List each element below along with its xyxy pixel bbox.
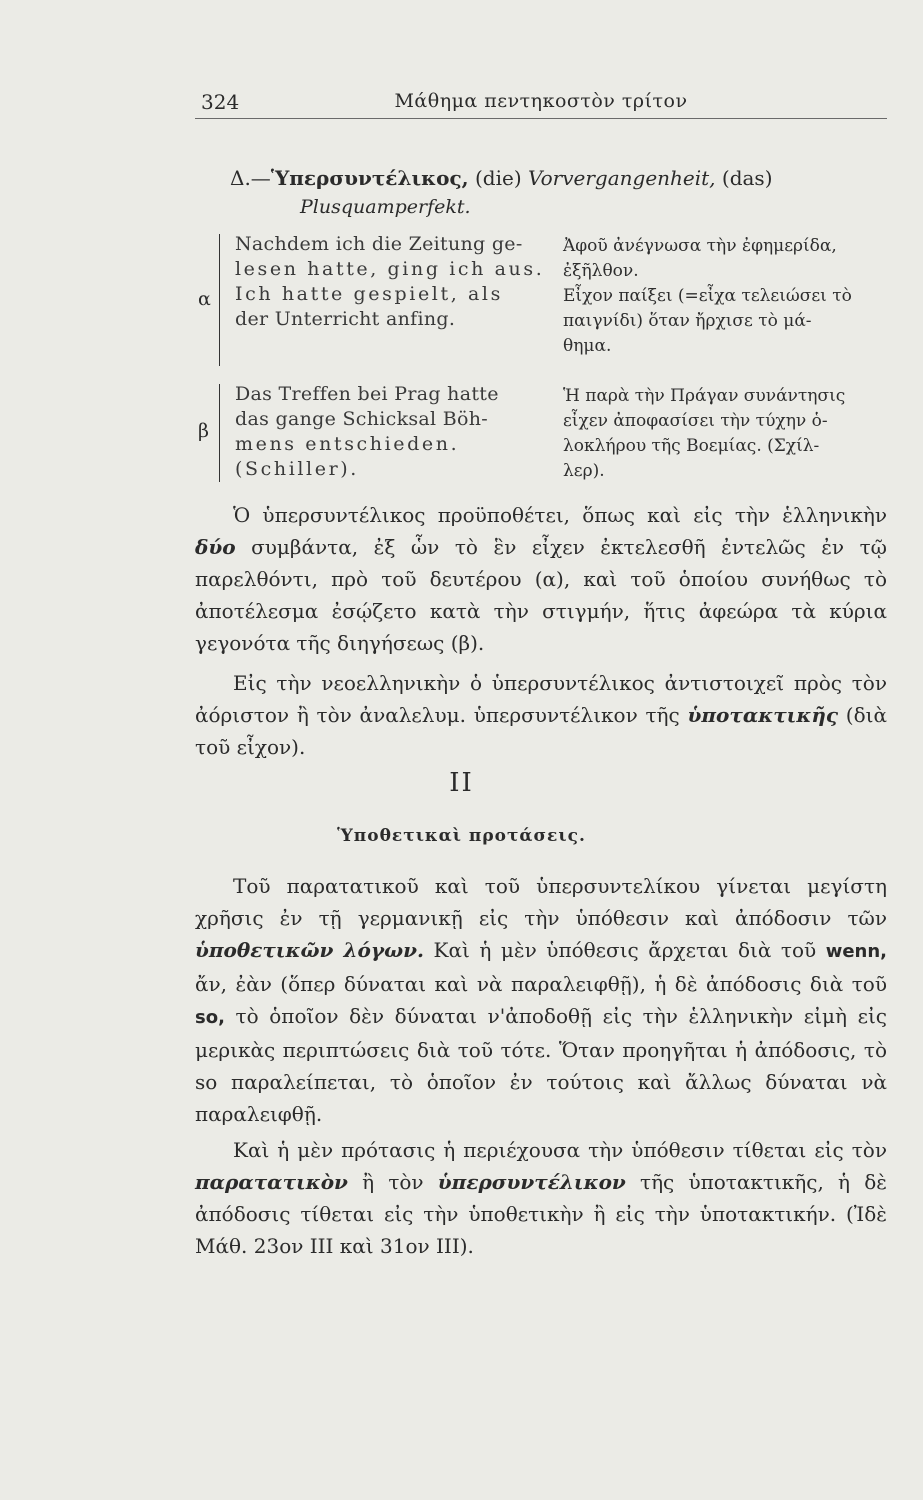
bracket — [219, 384, 230, 482]
bracket — [219, 234, 230, 366]
example-alpha — [195, 232, 895, 372]
german-text: Das Treffen bei Prag hatte das gange Schicksal Böh- mens entschieden. (Schiller). — [235, 383, 499, 480]
section-de-article: (die) — [475, 166, 522, 190]
section-heading — [230, 166, 870, 190]
greek-translation: Ἀφοῦ ἀνέγνωσα τὴν ἐφημερίδα, ἐξῆλθον. Εἶχον παίξει (=εἶχα τελειώσει τὸ παιγνίδι) ὅταν ἤρχισε τὸ μά- θημα. — [563, 236, 852, 356]
section-term: Ὑπερσυντέλικος, — [270, 166, 469, 190]
section-de-term: Vorvergangenheit, — [528, 166, 716, 190]
section-roman-numeral: II — [449, 768, 474, 798]
example-letter: β — [198, 420, 209, 442]
example-letter: α — [198, 288, 211, 310]
paragraph: Ὁ ὑπερσυντέλικος προϋποθέτει, ὅπως καὶ εἰς τὴν ἑλληνικὴν δύο συμβάντα, ἐξ ὧν τὸ ἓν εἶχεν ἐκτελεσθῆ ἐντελῶς ἐν τῷ παρελθόντι, πρὸ τοῦ δευτέρου (α), καὶ τοῦ ὁποίου συνήθως τὸ ἀποτέλεσμα ἐσῴζετο κατὰ τὴν στιγμήν, ἥτις ἀφεώρα τὰ κύρια γεγονότα τῆς διηγήσεως (β). — [195, 503, 887, 655]
paragraph: Εἰς τὴν νεοελληνικὴν ὁ ὑπερσυντέλικος ἀντιστοιχεῖ πρὸς τὸν ἀόριστον ἢ τὸν ἀναλελυμ. ὑπερσυντέλικον τῆς ὑποτακτικῆς (διὰ τοῦ εἶχον). — [195, 671, 887, 759]
section-label: Δ.— — [230, 166, 271, 190]
page-header — [195, 86, 887, 119]
paragraph: Τοῦ παρατατικοῦ καὶ τοῦ ὑπερσυντελίκου γίνεται μεγίστη χρῆσις ἐν τῇ γερμανικῇ εἰς τὴν ὑπόθεσιν καὶ ἀπόδοσιν τῶν ὑποθετικῶν λόγων. Καὶ ἡ μὲν ὑπόθεσις ἄρχεται διὰ τοῦ wenn, ἄν, ἐὰν (ὅπερ δύναται καὶ νὰ παραλειφθῇ), ἡ δὲ ἀπόδοσις διὰ τοῦ so, τὸ ὁποῖον δὲν δύναται ν'ἀποδοθῇ εἰς τὴν ἑλληνικὴν εἰμὴ εἰς μερικὰς περιπτώσεις διὰ τοῦ τότε. Ὅταν προηγῆται ἡ ἀπόδοσις, τὸ so παραλείπεται, τὸ ὁποῖον ἐν τούτοις καὶ ἄλλως δύναται νὰ παραλειφθῇ. — [195, 874, 887, 1126]
paragraph: Καὶ ἡ μὲν πρότασις ἡ περιέχουσα τὴν ὑπόθεσιν τίθεται εἰς τὸν παρατατικὸν ἢ τὸν ὑπερσυντέλικον τῆς ὑποτακτικῆς, ἡ δὲ ἀπόδοσις τίθεται εἰς τὴν ὑποθετικὴν ἢ εἰς τὴν ὑποτακτικήν. (Ἰδὲ Μάθ. 23ον ΙΙΙ καὶ 31ον ΙΙΙ). — [195, 1138, 887, 1258]
section-das-article: (das) — [721, 166, 773, 190]
example-beta — [195, 382, 895, 492]
section-das-term: Plusquamperfekt. — [300, 196, 471, 218]
german-text: Nachdem ich die Zeitung ge- lesen hatte, ging ich aus. Ich hatte gespielt, als der Unterricht anfing. — [235, 233, 545, 330]
running-title: Μάθημα πεντηκοστὸν τρίτον — [394, 90, 688, 112]
section-subheading: Ὑποθετικαὶ προτάσεις. — [337, 826, 586, 846]
greek-translation: Ἡ παρὰ τὴν Πράγαν συνάντησις εἶχεν ἀποφασίσει τὴν τύχην ὁ- λοκλήρου τῆς Βοεμίας. (Σχίλ- λερ). — [563, 386, 846, 481]
page-number: 324 — [201, 90, 240, 114]
